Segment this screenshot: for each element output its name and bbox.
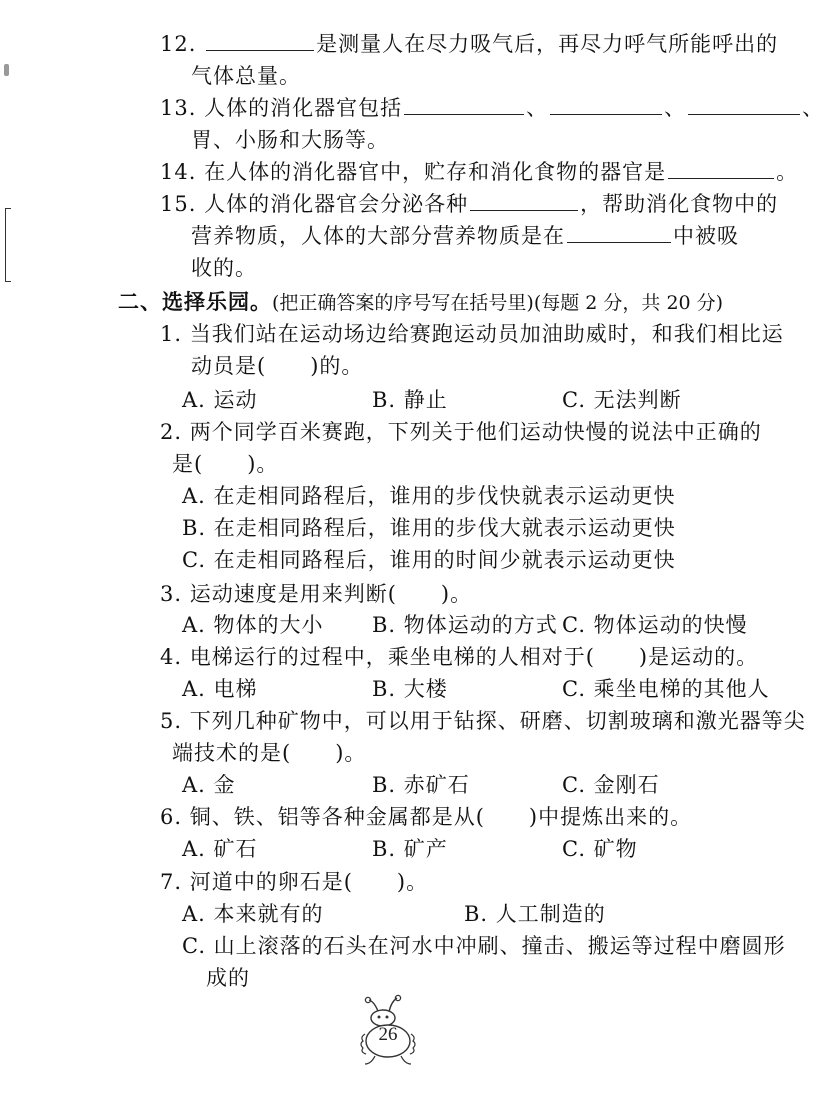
c5-option-a[interactable]: A. 金 <box>182 773 236 797</box>
q13-blank-2[interactable] <box>550 92 662 115</box>
q13-line1 <box>160 92 824 124</box>
c3-line1: 3. 运动速度是用来判断( )。 <box>160 582 473 606</box>
c7-line1: 7. 河道中的卵石是( )。 <box>160 870 429 894</box>
c4-option-b[interactable]: B. 大楼 <box>372 677 448 701</box>
c5-option-b[interactable]: B. 赤矿石 <box>372 773 470 797</box>
section-title: 二、选择乐园。 <box>118 289 272 314</box>
c6-option-c[interactable]: C. 矿物 <box>562 837 638 861</box>
c3-option-c[interactable]: C. 物体运动的快慢 <box>562 613 748 637</box>
c2-line1: 2. 两个同学百米赛跑，下列关于他们运动快慢的说法中正确的 <box>160 420 762 444</box>
c7-option-a[interactable]: A. 本来就有的 <box>182 902 324 926</box>
c5-line2: 端技术的是( )。 <box>172 741 367 765</box>
q13-line2: 胃、小肠和大肠等。 <box>191 128 389 152</box>
q15-line1 <box>160 188 778 220</box>
c1-option-a[interactable]: A. 运动 <box>182 388 258 412</box>
scan-speck <box>4 64 9 76</box>
q13-sep: 、 <box>526 96 549 120</box>
q15-line2 <box>191 220 739 252</box>
q14-blank[interactable] <box>668 156 774 179</box>
c6-line1: 6. 铜、铁、铝等各种金属都是从( )中提炼出来的。 <box>160 805 693 829</box>
page-number-badge <box>345 994 435 1074</box>
c6-option-a[interactable]: A. 矿石 <box>182 837 258 861</box>
q13-sep: 、 <box>802 96 824 120</box>
c7-option-b[interactable]: B. 人工制造的 <box>464 902 606 926</box>
q13-blank-3[interactable] <box>688 92 800 115</box>
q12-line1 <box>160 28 778 60</box>
c1-line2: 动员是( )的。 <box>191 354 364 378</box>
c4-option-c[interactable]: C. 乘坐电梯的其他人 <box>562 677 770 701</box>
c5-line1: 5. 下列几种矿物中，可以用于钻探、研磨、切割玻璃和激光器等尖 <box>160 709 806 733</box>
section-note: (把正确答案的序号写在括号里)(每题 2 分，共 20 分) <box>272 292 724 314</box>
section-heading <box>118 286 723 319</box>
q14-end: 。 <box>776 160 799 184</box>
c3-option-b[interactable]: B. 物体运动的方式 <box>372 613 558 637</box>
q12-line2: 气体总量。 <box>191 64 301 88</box>
c3-option-a[interactable]: A. 物体的大小 <box>182 613 324 637</box>
q12-number: 12. <box>160 32 197 56</box>
q14-text: 14. 在人体的消化器官中，贮存和消化食物的器官是 <box>160 160 667 184</box>
margin-bracket <box>5 208 11 282</box>
q15-text: 15. 人体的消化器官会分泌各种 <box>160 192 469 216</box>
q15-line2-end: 中被吸 <box>673 224 739 248</box>
q13-text: 13. 人体的消化器官包括 <box>160 96 403 120</box>
q15-line3: 收的。 <box>191 256 257 280</box>
q15-line2-text: 营养物质，人体的大部分营养物质是在 <box>191 224 565 248</box>
c6-option-b[interactable]: B. 矿产 <box>372 837 448 861</box>
q12-blank[interactable] <box>206 28 314 51</box>
q13-sep: 、 <box>664 96 687 120</box>
c1-line1: 1. 当我们站在运动场边给赛跑运动员加油助威时，和我们相比运 <box>160 322 784 346</box>
c2-option-a[interactable]: A. 在走相同路程后，谁用的步伐快就表示运动更快 <box>182 484 676 508</box>
q12-text: 是测量人在尽力吸气后，再尽力呼气所能呼出的 <box>316 32 779 56</box>
q15-blank-2[interactable] <box>567 220 671 243</box>
c5-option-c[interactable]: C. 金刚石 <box>562 773 660 797</box>
c4-option-a[interactable]: A. 电梯 <box>182 677 258 701</box>
page-number: 26 <box>378 1024 398 1045</box>
c1-option-c[interactable]: C. 无法判断 <box>562 388 682 412</box>
q15-blank-1[interactable] <box>470 188 578 211</box>
q14-line1 <box>160 156 798 188</box>
c2-option-b[interactable]: B. 在走相同路程后，谁用的步伐大就表示运动更快 <box>182 516 676 540</box>
q13-blank-1[interactable] <box>404 92 524 115</box>
c7-option-c-cont: 成的 <box>206 966 250 990</box>
c1-option-b[interactable]: B. 静止 <box>372 388 448 412</box>
q15-text-b: ，帮助消化食物中的 <box>580 192 779 216</box>
c4-line1: 4. 电梯运行的过程中，乘坐电梯的人相对于( )是运动的。 <box>160 645 759 669</box>
c2-line2: 是( )。 <box>172 452 279 476</box>
c7-option-c[interactable]: C. 山上滚落的石头在河水中冲刷、撞击、搬运等过程中磨圆形 <box>182 934 786 958</box>
c2-option-c[interactable]: C. 在走相同路程后，谁用的时间少就表示运动更快 <box>182 548 676 572</box>
